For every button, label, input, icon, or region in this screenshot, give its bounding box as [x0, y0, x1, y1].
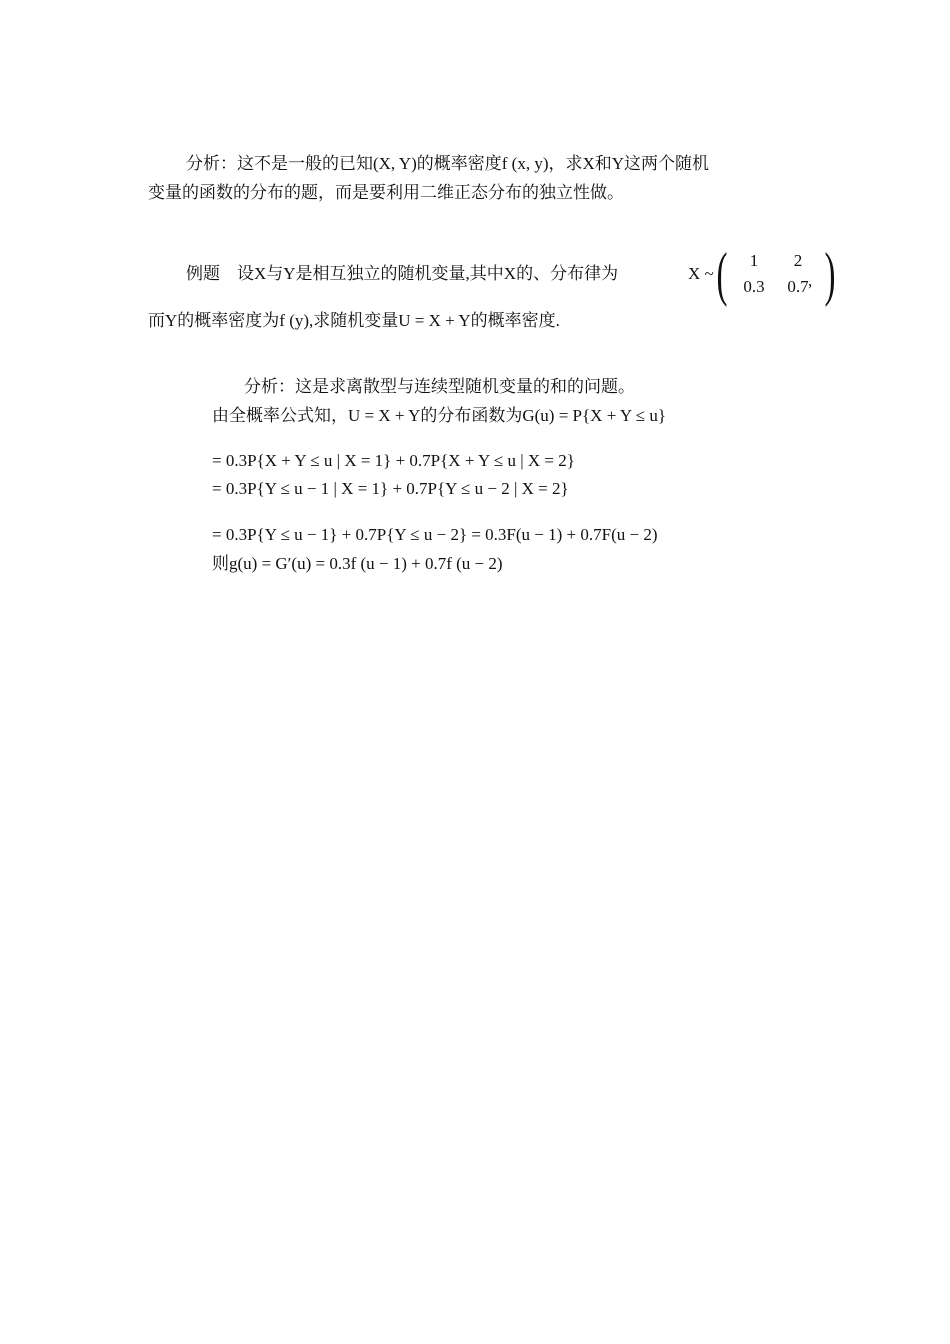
- matrix-grid: [732, 251, 820, 297]
- analysis2-line4: = 0.3P{Y ≤ u − 1} + 0.7P{Y ≤ u − 2} = 0.3F(u − 1) + 0.7F(u − 2): [212, 525, 658, 544]
- matrix-trail: ,: [808, 271, 813, 290]
- example-lead: 例题 设X与Y是相互独立的随机变量,其中X的、分布律为: [186, 264, 619, 283]
- analysis2-line2: = 0.3P{X + Y ≤ u | X = 1} + 0.7P{X + Y ≤ u | X = 2}: [212, 451, 575, 470]
- matrix-r2c1: 0.3: [743, 277, 765, 296]
- analysis1-line2: 变量的函数的分布的题，而是要利用二维正态分布的独立性做。: [148, 183, 624, 202]
- x-symbol: X ~: [688, 264, 714, 283]
- matrix-r1c2: 2: [793, 251, 803, 270]
- analysis2-line5: 则g(u) = G′(u) = 0.3f (u − 1) + 0.7f (u − 2): [212, 554, 503, 573]
- analysis2-line1: 由全概率公式知，U = X + Y的分布函数为G(u) = P{X + Y ≤ u}: [212, 406, 667, 425]
- analysis1-line1: 分析：这不是一般的已知(X, Y)的概率密度f (x, y)，求X和Y这两个随机: [186, 154, 710, 173]
- example-line2: 而Y的概率密度为f (y),求随机变量U = X + Y的概率密度.: [148, 311, 560, 330]
- matrix-r2c2: 0.7: [787, 277, 809, 296]
- analysis2-line3: = 0.3P{Y ≤ u − 1 | X = 1} + 0.7P{Y ≤ u − 2 | X = 2}: [212, 479, 569, 498]
- distribution-matrix: [712, 241, 840, 307]
- right-paren: ): [824, 241, 836, 307]
- matrix-r1c1: 1: [749, 251, 759, 270]
- analysis2-intro: 分析：这是求离散型与连续型随机变量的和的问题。: [244, 377, 635, 396]
- left-paren: (: [716, 241, 728, 307]
